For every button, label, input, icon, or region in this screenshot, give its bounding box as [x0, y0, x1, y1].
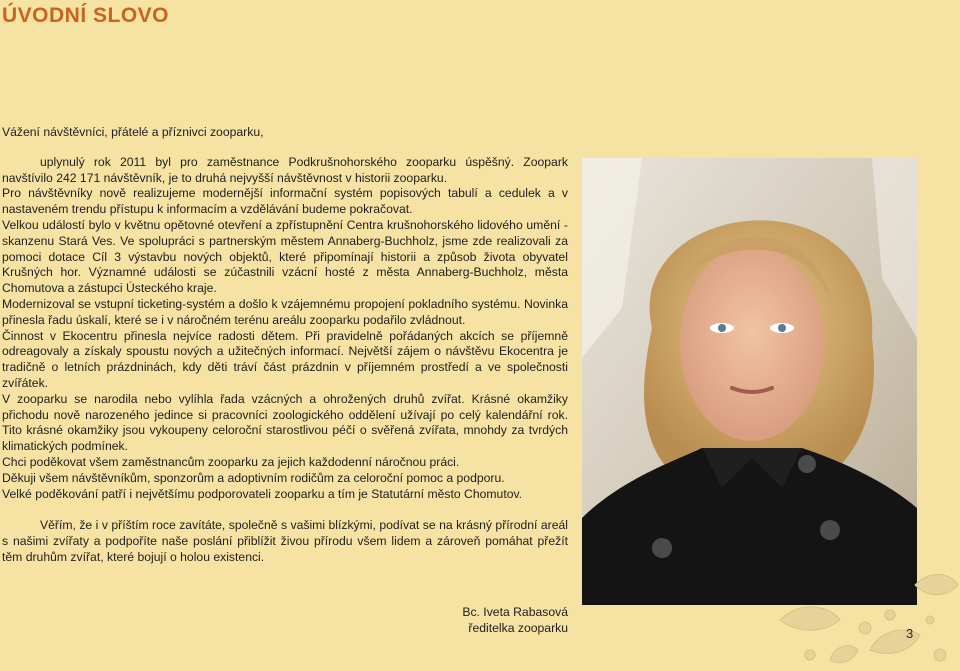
signature-name: Bc. Iveta Rabasová	[462, 605, 568, 619]
director-portrait	[582, 158, 917, 605]
paragraph: Velké poděkování patří i největšímu podporovateli zooparku a tím je Statutární město Chomutov.	[2, 486, 523, 501]
paragraph: Pro návštěvníky nově realizujeme modernější informační systém popisových tabulí a cedulek a v nastaveném trendu přístupu k informacím a vzdělávání budeme pokračovat.	[2, 186, 568, 217]
body-text	[2, 125, 568, 566]
signature	[430, 604, 568, 636]
paragraph: Modernizoval se vstupní ticketing-systém a došlo k vzájemnému propojení pokladního systému. Novinka přinesla řadu úskalí, které se i v náročném terénu areálu zooparku podařilo zvládnout.	[2, 296, 568, 327]
greeting: Vážení návštěvníci, přátelé a příznivci zooparku,	[2, 125, 264, 139]
paragraph: Chci poděkovat všem zaměstnancům zooparku za jejich každodenní náročnou práci.	[2, 454, 460, 469]
paragraph: Činnost v Ekocentru přinesla nejvíce radosti dětem. Při pravidelně pořádaných akcích se příjemně odreagovaly a získaly spoustu nových a užitečných informací. Největší zájem o návštěvu Ekocentra je tradičně o letních prázdninách, kdy děti tráví část prázdnin v příjemném prostředí a ve společnosti zvířátek.	[2, 328, 568, 390]
paragraph: Velkou událostí bylo v květnu opětovné otevření a zpřístupnění Centra krušnohorského lidového umění - skanzenu Stará Ves. Ve spolupráci s partnerským městem Annaberg-Buchholz, jsme zde realizovali za pomoci dotace Cíl 3 výstavbu nových objektů, které připomínají historii a způsob života obyvatel Krušných hor. Významné události se zúčastnili vzácní hosté z města Annaberg-Buchholz, města Chomutova a zástupci Ústeckého kraje.	[2, 217, 568, 296]
closing-paragraph: Věřím, že i v příštím roce zavítáte, společně s vašimi blízkými, podívat se na krásný přírodní areál s našimi zvířaty a podpoříte naše poslání přiblížit živou přírodu všem lidem a zároveň pomáhat přežít těm druhům zvířat, které bojují o holou existenci.	[2, 518, 568, 564]
paragraph: uplynulý rok 2011 byl pro zaměstnance Podkrušnohorského zooparku úspěšný. Zoopark navštívilo 242 171 návštěvník, je to druhá nejvyšší návštěvnost v historii zooparku.	[2, 154, 568, 185]
page-number: 3	[906, 626, 914, 641]
paragraph: V zooparku se narodila nebo vylíhla řada vzácných a ohrožených druhů zvířat. Krásné okamžiky přichodu nově narozeného jedince si pracovníci zoologického oddělení užívají po celý kalendářní rok. Tito krásné okamžiky jsou vykoupeny celoroční starostlivou péčí o svěřená zvířata, mnohdy za tvrdých klimatických podmínek.	[2, 391, 568, 454]
signature-role: ředitelka zooparku	[468, 621, 568, 635]
leaf-decoration-icon	[740, 560, 960, 671]
page-title: ÚVODNÍ SLOVO	[2, 4, 170, 27]
paragraph: Děkuji všem návštěvníkům, sponzorům a adoptivním rodičům za celoroční pomoc a podporu.	[2, 470, 505, 485]
